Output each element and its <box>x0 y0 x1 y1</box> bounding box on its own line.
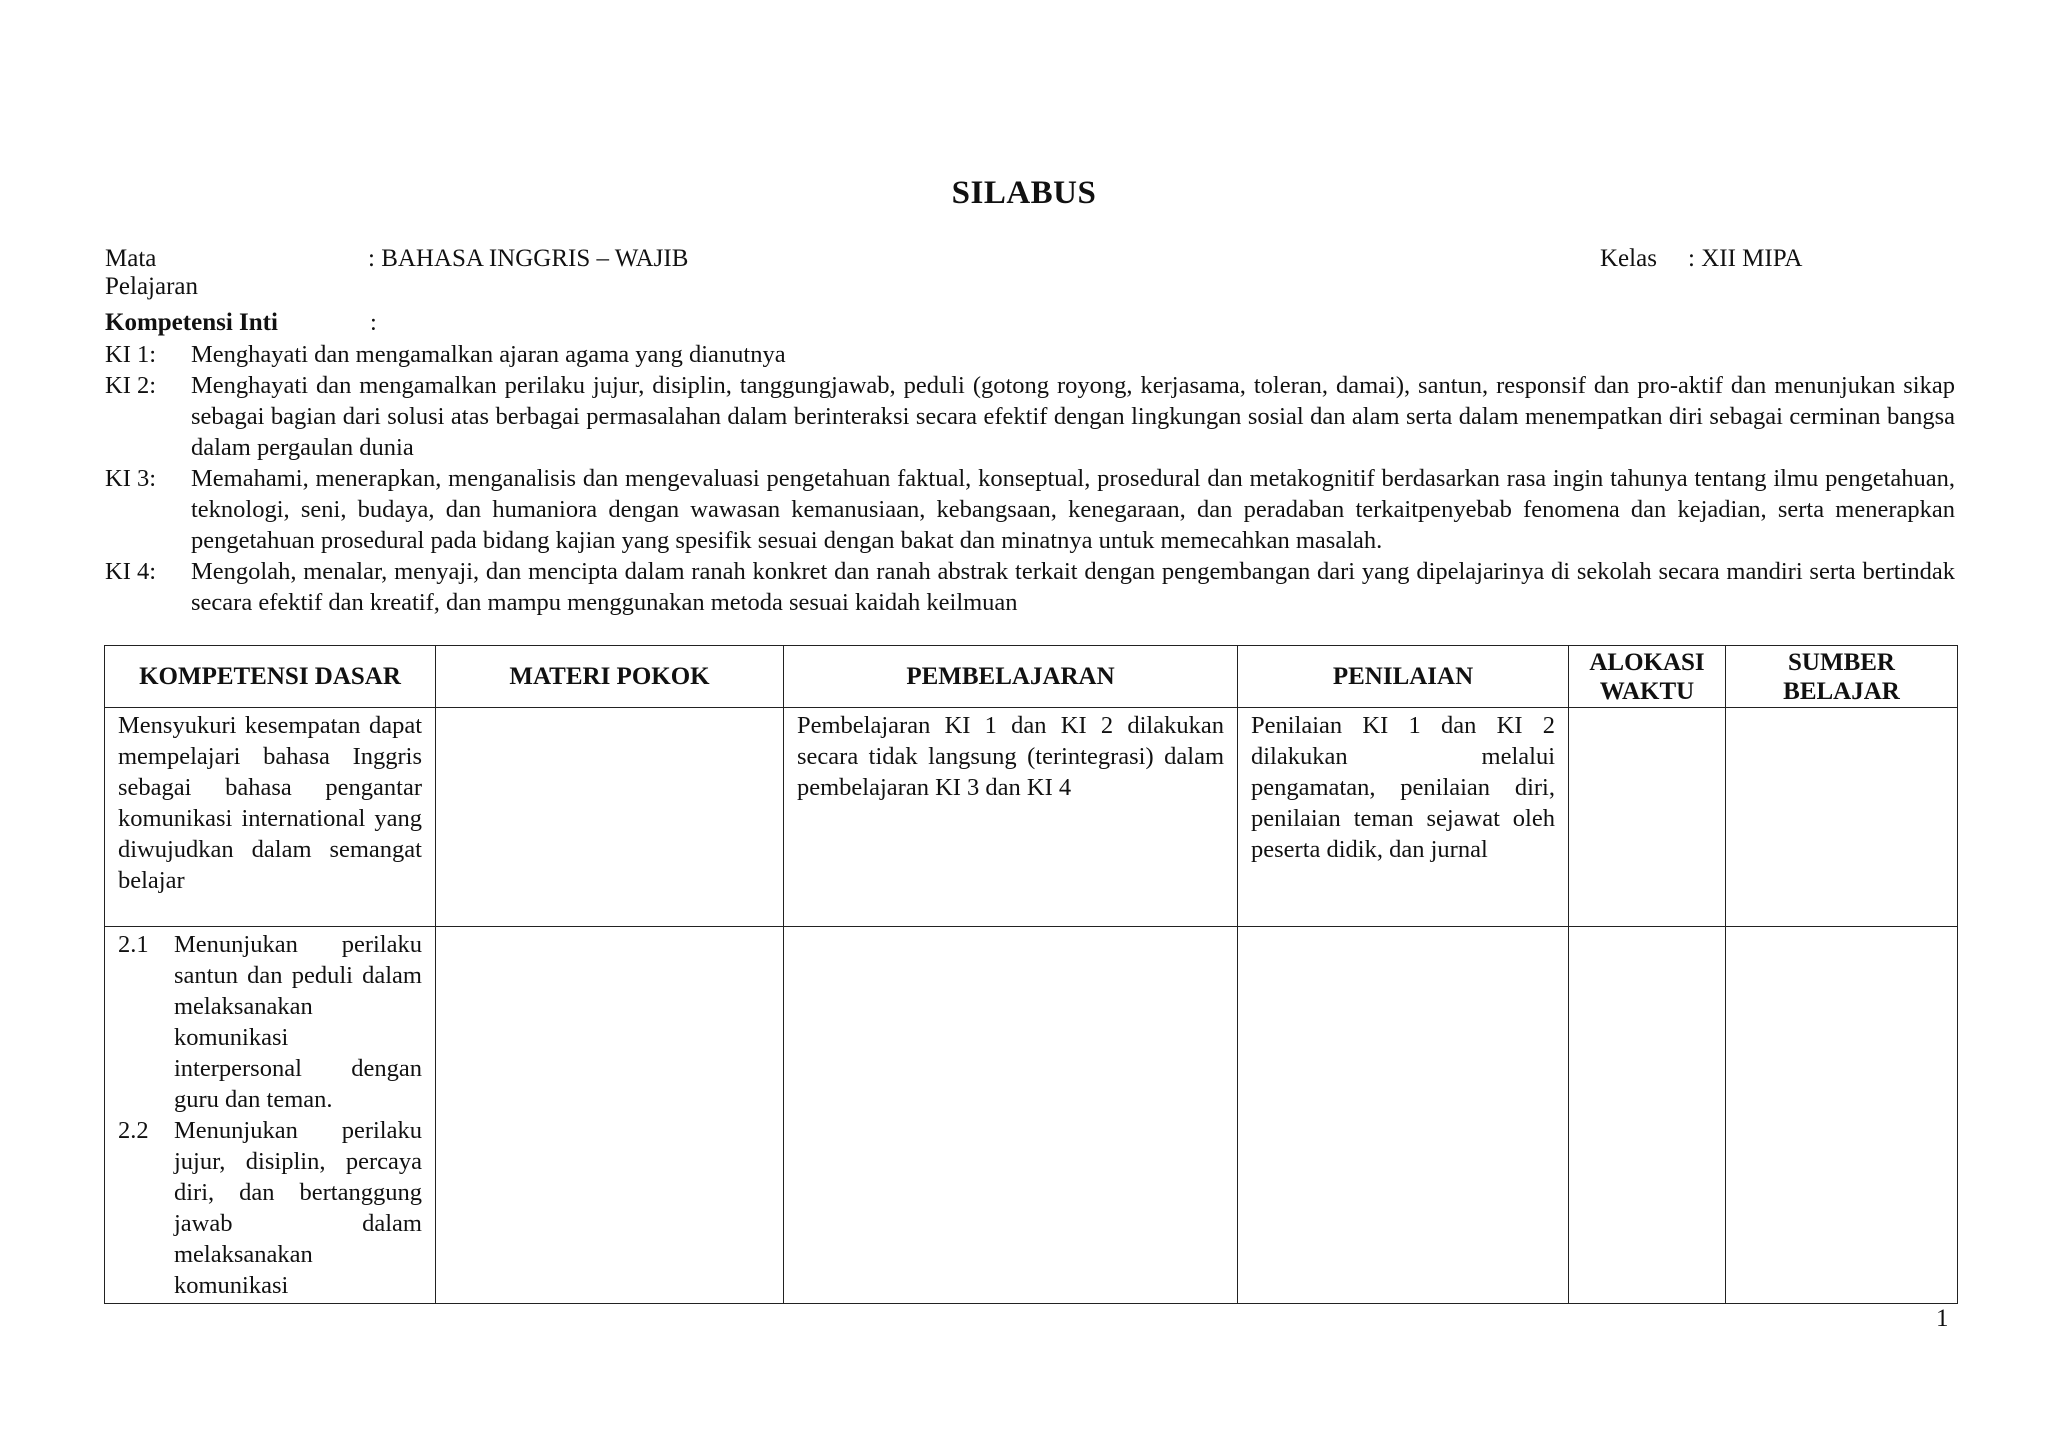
header-alokasi-line1: ALOKASI <box>1589 648 1705 676</box>
pembelajaran-cell <box>784 927 1238 1304</box>
sumber-cell <box>1726 708 1958 927</box>
core-competence-heading <box>105 307 1955 339</box>
pembelajaran-cell: Pembelajaran KI 1 dan KI 2 dilakukan secara tidak langsung (terintegrasi) dalam pembelajaran KI 3 dan KI 4 <box>784 708 1238 927</box>
penilaian-cell <box>1238 927 1569 1304</box>
ki-code: KI 4: <box>105 558 157 585</box>
penilaian-cell: Penilaian KI 1 dan KI 2 dilakukan melalui pengamatan, penilaian diri, penilaian teman sejawat oleh peserta didik, dan jurnal <box>1238 708 1569 927</box>
header-alokasi-waktu <box>1569 646 1726 708</box>
kd-cell: Mensyukuri kesempatan dapat mempelajari bahasa Inggris sebagai bahasa pengantar komunikasi international yang diwujudkan dalam semangat belajar <box>105 708 436 927</box>
subject-label: Mata Pelajaran <box>105 245 199 300</box>
ki-code: KI 2: <box>105 372 157 399</box>
table-row <box>105 927 1958 1304</box>
ki-code: KI 1: <box>105 341 157 368</box>
ki-text: Menghayati dan mengamalkan perilaku jujur, disiplin, tanggungjawab, peduli (gotong royong, kerjasama, toleran, damai), santun, responsif dan pro-aktif dan menunjukan sikap sebagai bagian dari solusi atas berbagai permasalahan dalam berinteraksi secara efektif dengan lingkungan sosial dan alam serta dalam menempatkan diri sebagai cerminan bangsa dalam pergaulan dunia <box>191 372 1955 461</box>
materi-cell <box>436 927 784 1304</box>
syllabus-table <box>104 645 1958 1304</box>
header-penilaian: PENILAIAN <box>1238 646 1569 708</box>
ki-code: KI 3: <box>105 465 157 492</box>
ki-item-3 <box>105 463 1955 556</box>
materi-cell <box>436 708 784 927</box>
core-competence-colon: : <box>370 309 377 336</box>
header-kompetensi-dasar: KOMPETENSI DASAR <box>105 646 436 708</box>
header-sumber-belajar <box>1726 646 1958 708</box>
header-sumber-line1: SUMBER <box>1788 648 1895 676</box>
subject-value: : BAHASA INGGRIS – WAJIB <box>368 245 689 272</box>
ki-item-4 <box>105 556 1955 618</box>
kd-text: Menunjukan perilaku jujur, disiplin, percaya diri, dan bertanggung jawab dalam melaksanakan komunikasi <box>174 1117 422 1299</box>
ki-text: Menghayati dan mengamalkan ajaran agama yang dianutnya <box>191 341 786 368</box>
document-title: SILABUS <box>951 175 1097 211</box>
class-label: Kelas <box>1600 245 1657 272</box>
header-sumber-line2: BELAJAR <box>1783 677 1900 705</box>
header-alokasi-line2: WAKTU <box>1599 677 1695 705</box>
kd-number: 2.1 <box>118 931 149 958</box>
header-pembelajaran: PEMBELAJARAN <box>784 646 1238 708</box>
ki-text: Mengolah, menalar, menyaji, dan mencipta dalam ranah konkret dan ranah abstrak terkait dengan pengembangan dari yang dipelajarinya di sekolah secara mandiri serta bertindak secara efektif dan kreatif, dan mampu menggunakan metoda sesuai kaidah keilmuan <box>191 558 1955 616</box>
table-header-row <box>105 646 1958 708</box>
table-row <box>105 708 1958 927</box>
alokasi-cell <box>1569 927 1726 1304</box>
class-value: : XII MIPA <box>1688 245 1803 272</box>
core-competence-title: Kompetensi Inti <box>105 309 278 336</box>
kd-cell <box>105 927 436 1304</box>
ki-item-2 <box>105 370 1955 463</box>
ki-text: Memahami, menerapkan, menganalisis dan mengevaluasi pengetahuan faktual, konseptual, prosedural dan metakognitif berdasarkan rasa ingin tahunya tentang ilmu pengetahuan, teknologi, seni, budaya, dan humaniora dengan wawasan kemanusiaan, kebangsaan, kenegaraan, dan peradaban terkaitpenyebab fenomena dan kejadian, serta menerapkan pengetahuan prosedural pada bidang kajian yang spesifik sesuai dengan bakat dan minatnya untuk memecahkan masalah. <box>191 465 1955 554</box>
page-number: 1 <box>1936 1305 1949 1332</box>
header-materi-pokok: MATERI POKOK <box>436 646 784 708</box>
ki-item-1 <box>105 339 1955 370</box>
alokasi-cell <box>1569 708 1726 927</box>
sumber-cell <box>1726 927 1958 1304</box>
kd-number: 2.2 <box>118 1117 149 1144</box>
core-competence-section <box>105 307 1955 618</box>
kd-item-2-2 <box>118 1115 422 1301</box>
kd-item-2-1 <box>118 929 422 1115</box>
kd-text: Menunjukan perilaku santun dan peduli dalam melaksanakan komunikasi interpersonal dengan guru dan teman. <box>174 931 422 1113</box>
